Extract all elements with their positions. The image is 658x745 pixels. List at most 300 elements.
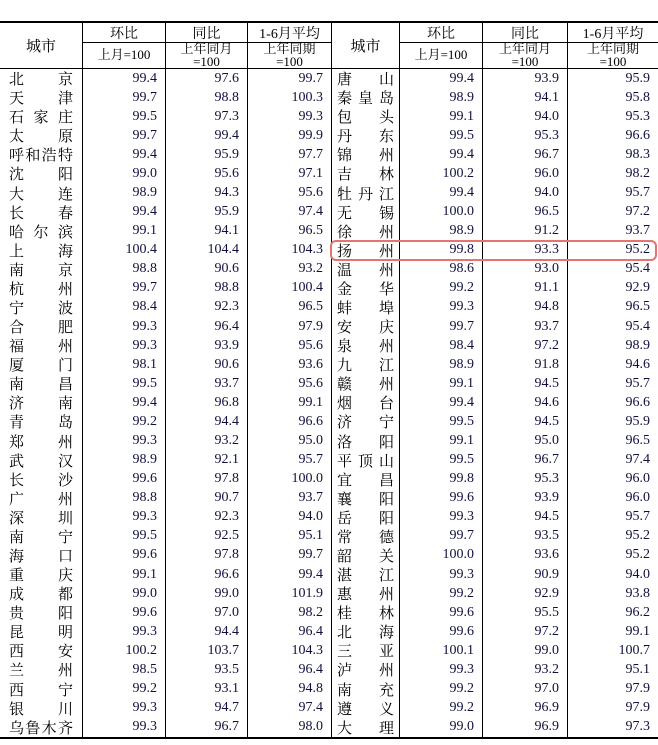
header-yoy-label: 同比: [166, 23, 247, 43]
value-cell: 94.6: [483, 393, 568, 412]
header-mom-left: [83, 23, 166, 68]
value-cell: 99.1: [400, 431, 483, 450]
value-cell: 93.9: [483, 489, 568, 508]
value-cell: 96.7: [483, 145, 568, 164]
value-cell: 97.9: [248, 317, 332, 336]
value-cell: 99.2: [400, 279, 483, 298]
value-cell: 93.5: [483, 527, 568, 546]
value-cell: 98.4: [83, 298, 166, 317]
value-cell: 93.7: [166, 374, 248, 393]
city-cell: [332, 412, 400, 431]
value-cell: 90.6: [166, 260, 248, 279]
value-cell: 94.0: [248, 508, 332, 527]
value-cell: 94.0: [483, 107, 568, 126]
city-name: 青 岛: [9, 415, 73, 432]
value-cell: 99.2: [83, 680, 166, 699]
city-name: 郑 州: [9, 434, 73, 451]
value-cell: 99.6: [400, 622, 483, 641]
value-cell: 99.3: [83, 718, 166, 737]
city-name: 天 津: [9, 91, 73, 108]
city-name: 上 海: [9, 243, 73, 260]
city-name: 福 州: [9, 339, 73, 356]
value-cell: 99.3: [83, 622, 166, 641]
value-cell: 94.8: [483, 298, 568, 317]
value-cell: 94.5: [483, 412, 568, 431]
city-name: 银 川: [9, 701, 73, 718]
city-name: 太 原: [9, 129, 73, 146]
city-name: 北 京: [9, 72, 73, 89]
city-name: 西 宁: [9, 682, 73, 699]
city-cell: [332, 451, 400, 470]
value-cell: 92.9: [625, 280, 650, 296]
value-cell: 96.5: [248, 298, 332, 317]
value-cell: 92.9: [483, 584, 568, 603]
city-cell: [332, 88, 400, 107]
value-cell: 95.3: [483, 126, 568, 145]
city-name: 北 海: [337, 625, 394, 642]
value-cell: 99.5: [83, 527, 166, 546]
value-cell: 95.7: [625, 375, 650, 391]
value-cell: 95.0: [248, 431, 332, 450]
value-cell: 94.4: [166, 412, 248, 431]
value-cell: 100.4: [248, 279, 332, 298]
value-cell: 97.9: [625, 681, 650, 697]
value-cell: 94.1: [166, 222, 248, 241]
header-avg-label: 1-6月平均: [568, 23, 658, 43]
city-cell: [0, 203, 83, 222]
value-cell: 96.7: [166, 718, 248, 737]
value-cell: 95.1: [248, 527, 332, 546]
city-cell: [332, 527, 400, 546]
value-cell: 99.5: [400, 126, 483, 145]
price-index-table: [0, 21, 658, 739]
value-cell: 95.4: [625, 261, 650, 277]
value-cell: 97.0: [483, 680, 568, 699]
city-cell: [332, 565, 400, 584]
value-cell: 98.5: [83, 660, 166, 679]
city-cell: [332, 241, 400, 260]
city-name: 南 昌: [9, 377, 73, 394]
value-cell: 93.8: [625, 585, 650, 601]
city-cell: [332, 489, 400, 508]
value-cell: 99.7: [83, 279, 166, 298]
value-cell: 97.1: [248, 164, 332, 183]
city-name: 遵 义: [337, 701, 394, 718]
value-cell: 97.2: [483, 336, 568, 355]
value-cell: 98.9: [83, 183, 166, 202]
city-name: 惠 州: [337, 587, 394, 604]
city-cell: [0, 451, 83, 470]
city-cell: [332, 470, 400, 489]
value-cell: 95.2: [625, 528, 650, 544]
city-cell: [332, 699, 400, 718]
value-cell: 99.4: [400, 69, 483, 88]
city-cell: [332, 260, 400, 279]
value-cell: 99.6: [400, 489, 483, 508]
header-yoy-base: 上年同月 =100: [498, 41, 551, 69]
city-name: 南 京: [9, 262, 73, 279]
value-cell: 99.1: [400, 107, 483, 126]
value-cell: 93.1: [166, 680, 248, 699]
value-cell: 99.5: [83, 374, 166, 393]
value-cell: 95.2: [625, 242, 650, 258]
city-cell: [0, 489, 83, 508]
value-cell: 99.4: [400, 145, 483, 164]
city-cell: [332, 69, 400, 88]
city-cell: [332, 680, 400, 699]
city-cell: [0, 680, 83, 699]
value-cell: 95.0: [483, 431, 568, 450]
city-name: 安 庆: [337, 320, 394, 337]
value-cell: 94.6: [625, 356, 650, 372]
value-cell: 96.9: [483, 699, 568, 718]
city-cell: [0, 317, 83, 336]
city-cell: [0, 241, 83, 260]
city-name: 九 江: [337, 358, 394, 375]
city-cell: [0, 508, 83, 527]
value-cell: 99.0: [166, 584, 248, 603]
value-cell: 97.7: [248, 145, 332, 164]
value-cell: 99.3: [83, 431, 166, 450]
city-cell: [332, 374, 400, 393]
city-cell: [0, 546, 83, 565]
value-cell: 99.8: [400, 470, 483, 489]
city-name: 合 肥: [9, 320, 73, 337]
value-cell: 99.2: [400, 680, 483, 699]
city-name: 大 连: [9, 186, 73, 203]
city-name: 兰 州: [9, 663, 73, 680]
header-mom-base: 上月=100: [414, 47, 468, 63]
value-cell: 95.9: [166, 145, 248, 164]
city-name: 吉 林: [337, 167, 394, 184]
value-cell: 99.5: [400, 451, 483, 470]
value-cell: 100.1: [400, 641, 483, 660]
header-mom-base: 上月=100: [97, 47, 151, 63]
city-name: 长 沙: [9, 472, 73, 489]
city-cell: [0, 145, 83, 164]
city-cell: [0, 260, 83, 279]
value-cell: 96.2: [625, 604, 650, 620]
city-cell: [332, 393, 400, 412]
city-name: 贵 阳: [9, 606, 73, 623]
city-cell: [332, 279, 400, 298]
value-cell: 99.7: [248, 69, 332, 88]
value-cell: 99.4: [248, 565, 332, 584]
city-cell: [332, 660, 400, 679]
value-cell: 99.6: [83, 470, 166, 489]
city-name: 长 春: [9, 205, 73, 222]
city-cell: [332, 145, 400, 164]
city-cell: [0, 69, 83, 88]
value-cell: 95.9: [625, 70, 650, 86]
value-cell: 90.9: [483, 565, 568, 584]
value-cell: 95.7: [625, 509, 650, 525]
header-city-right: 城市: [332, 23, 400, 68]
value-cell: 96.4: [248, 660, 332, 679]
city-cell: [0, 336, 83, 355]
value-cell: 91.2: [483, 222, 568, 241]
value-cell: 96.0: [625, 471, 650, 487]
city-name: 扬 州: [337, 243, 394, 260]
city-name: 韶 关: [337, 549, 394, 565]
value-cell: 93.6: [483, 546, 568, 565]
value-cell: 98.1: [83, 355, 166, 374]
city-name: 西 安: [9, 644, 73, 661]
header-mom-label: 环比: [83, 23, 165, 43]
city-cell: [0, 298, 83, 317]
value-cell: 99.3: [83, 336, 166, 355]
value-cell: 93.3: [483, 241, 568, 260]
city-cell: [0, 222, 83, 241]
value-cell: 95.6: [166, 164, 248, 183]
header-avg-base: 上年同期 =100: [263, 41, 316, 69]
city-cell: [0, 699, 83, 718]
value-cell: 97.9: [625, 700, 650, 716]
value-cell: 95.2: [625, 547, 650, 563]
value-cell: 93.2: [483, 660, 568, 679]
city-cell: [332, 584, 400, 603]
value-cell: 99.9: [248, 126, 332, 145]
value-cell: 99.1: [248, 393, 332, 412]
value-cell: 98.8: [83, 489, 166, 508]
value-cell: 92.3: [166, 298, 248, 317]
value-cell: 91.8: [483, 355, 568, 374]
value-cell: 94.5: [483, 374, 568, 393]
value-cell: 95.4: [625, 318, 650, 334]
header-avg-label: 1-6月平均: [248, 23, 331, 43]
value-cell: 99.0: [83, 164, 166, 183]
value-cell: 95.9: [166, 203, 248, 222]
value-cell: 100.4: [83, 241, 166, 260]
value-cell: 98.3: [625, 146, 650, 162]
value-cell: 99.2: [83, 412, 166, 431]
value-cell: 93.9: [483, 69, 568, 88]
value-cell: 98.8: [83, 260, 166, 279]
value-cell: 91.1: [483, 279, 568, 298]
value-cell: 100.2: [83, 641, 166, 660]
city-name: 沈 阳: [9, 167, 73, 184]
city-name: 无 锡: [337, 205, 394, 222]
value-cell: 96.0: [625, 490, 650, 506]
value-cell: 99.6: [400, 603, 483, 622]
value-cell: 96.7: [483, 451, 568, 470]
value-cell: 96.6: [625, 127, 650, 143]
city-name: 济 宁: [337, 415, 394, 432]
value-cell: 99.8: [400, 241, 483, 260]
city-cell: [0, 412, 83, 431]
city-name: 南 充: [337, 682, 394, 699]
header-yoy-base: 上年同月 =100: [180, 41, 233, 69]
city-cell: [0, 603, 83, 622]
value-cell: 98.6: [400, 260, 483, 279]
city-cell: [0, 279, 83, 298]
city-name: 广 州: [9, 491, 73, 508]
value-cell: 97.8: [166, 546, 248, 565]
value-cell: 95.3: [483, 470, 568, 489]
value-cell: 98.9: [83, 451, 166, 470]
city-name: 温 州: [337, 262, 394, 279]
value-cell: 99.1: [83, 565, 166, 584]
value-cell: 99.7: [83, 88, 166, 107]
value-cell: 97.3: [625, 719, 650, 735]
city-cell: [332, 317, 400, 336]
value-cell: 99.7: [400, 317, 483, 336]
value-cell: 99.3: [400, 660, 483, 679]
city-name: 泉 州: [337, 339, 394, 356]
city-name: 泸 州: [337, 663, 394, 680]
value-cell: 99.4: [400, 183, 483, 202]
city-name: 襄 阳: [337, 491, 394, 508]
city-name: 宜 昌: [337, 472, 394, 489]
value-cell: 100.0: [400, 203, 483, 222]
value-cell: 93.5: [166, 660, 248, 679]
city-cell: [0, 88, 83, 107]
city-cell: [332, 718, 400, 737]
value-cell: 96.6: [625, 394, 650, 410]
value-cell: 98.2: [625, 165, 650, 181]
city-cell: [0, 126, 83, 145]
city-cell: [332, 126, 400, 145]
city-name: 重 庆: [9, 568, 73, 585]
value-cell: 98.0: [248, 718, 332, 737]
header-yoy-right: [483, 23, 568, 68]
value-cell: 93.0: [483, 260, 568, 279]
city-name: 赣 州: [337, 377, 394, 394]
value-cell: 99.2: [400, 699, 483, 718]
value-cell: 93.7: [625, 223, 650, 239]
value-cell: 99.2: [400, 584, 483, 603]
value-cell: 99.4: [83, 69, 166, 88]
table-header: [0, 23, 658, 69]
header-mom-label: 环比: [400, 23, 482, 43]
value-cell: 95.5: [483, 603, 568, 622]
value-cell: 99.3: [83, 508, 166, 527]
header-avg-base: 上年同期 =100: [586, 41, 639, 69]
value-cell: 99.3: [83, 317, 166, 336]
city-cell: [0, 374, 83, 393]
value-cell: 103.7: [166, 641, 248, 660]
value-cell: 96.4: [248, 622, 332, 641]
value-cell: 99.0: [83, 584, 166, 603]
header-avg-right: [568, 23, 658, 68]
city-name: 桂 林: [337, 606, 394, 623]
value-cell: 99.3: [400, 508, 483, 527]
city-cell: [332, 355, 400, 374]
city-name: 唐 山: [337, 72, 394, 89]
table-body: [0, 69, 658, 737]
city-name: 洛 阳: [337, 434, 394, 451]
value-cell: 94.3: [166, 183, 248, 202]
city-name: 岳 阳: [337, 510, 394, 527]
city-cell: [0, 584, 83, 603]
value-cell: 96.5: [625, 433, 650, 449]
header-mom-right: [400, 23, 483, 68]
value-cell: 99.6: [83, 603, 166, 622]
city-name: 牡 丹 江: [337, 186, 394, 203]
value-cell: 96.5: [483, 203, 568, 222]
value-cell: 99.3: [248, 107, 332, 126]
header-yoy-left: [166, 23, 248, 68]
city-name: 金 华: [337, 281, 394, 298]
city-cell: [332, 107, 400, 126]
value-cell: 97.3: [166, 107, 248, 126]
value-cell: 92.5: [166, 527, 248, 546]
value-cell: 99.4: [83, 145, 166, 164]
value-cell: 95.7: [248, 451, 332, 470]
city-name: 锦 州: [337, 148, 394, 165]
value-cell: 93.2: [166, 431, 248, 450]
value-cell: 95.6: [248, 183, 332, 202]
value-cell: 98.2: [248, 603, 332, 622]
value-cell: 98.4: [400, 336, 483, 355]
value-cell: 104.3: [248, 241, 332, 260]
city-name: 南 宁: [9, 529, 73, 546]
value-cell: 92.1: [166, 451, 248, 470]
value-cell: 93.6: [248, 355, 332, 374]
value-cell: 100.3: [248, 88, 332, 107]
city-cell: [0, 107, 83, 126]
value-cell: 99.1: [83, 222, 166, 241]
city-cell: [0, 622, 83, 641]
value-cell: 97.2: [625, 204, 650, 220]
value-cell: 93.7: [483, 317, 568, 336]
value-cell: 96.6: [248, 412, 332, 431]
value-cell: 98.9: [625, 337, 650, 353]
value-cell: 94.1: [483, 88, 568, 107]
value-cell: 93.7: [248, 489, 332, 508]
value-cell: 100.0: [400, 546, 483, 565]
city-name: 厦 门: [9, 358, 73, 375]
city-cell: [332, 183, 400, 202]
value-cell: 99.4: [83, 203, 166, 222]
value-cell: 94.0: [483, 183, 568, 202]
value-cell: 94.4: [166, 622, 248, 641]
city-cell: [332, 622, 400, 641]
value-cell: 93.2: [248, 260, 332, 279]
value-cell: 99.1: [400, 374, 483, 393]
value-cell: 90.7: [166, 489, 248, 508]
header-city-left: 城市: [0, 23, 83, 68]
value-cell: 97.4: [248, 699, 332, 718]
value-cell: 99.5: [400, 412, 483, 431]
city-name: 济 南: [9, 396, 73, 413]
value-cell: 98.9: [400, 88, 483, 107]
city-cell: [0, 393, 83, 412]
city-name: 平 顶 山: [337, 453, 394, 470]
city-cell: [0, 470, 83, 489]
value-cell: 96.6: [166, 565, 248, 584]
value-cell: 94.7: [166, 699, 248, 718]
value-cell: 97.8: [166, 470, 248, 489]
value-cell: 96.9: [483, 718, 568, 737]
value-cell: 100.0: [248, 470, 332, 489]
city-name: 三 亚: [337, 644, 394, 661]
city-cell: [332, 203, 400, 222]
city-name: 宁 波: [9, 300, 73, 317]
value-cell: 100.7: [618, 642, 650, 658]
city-name: 成 都: [9, 587, 73, 604]
value-cell: 90.6: [166, 355, 248, 374]
city-name: 哈 尔 滨: [9, 224, 73, 241]
city-name: 武 汉: [9, 453, 73, 470]
value-cell: 95.6: [248, 336, 332, 355]
value-cell: 92.3: [166, 508, 248, 527]
city-cell: [0, 641, 83, 660]
city-cell: [0, 565, 83, 584]
value-cell: 99.4: [400, 393, 483, 412]
value-cell: 96.4: [166, 317, 248, 336]
value-cell: 101.9: [248, 584, 332, 603]
